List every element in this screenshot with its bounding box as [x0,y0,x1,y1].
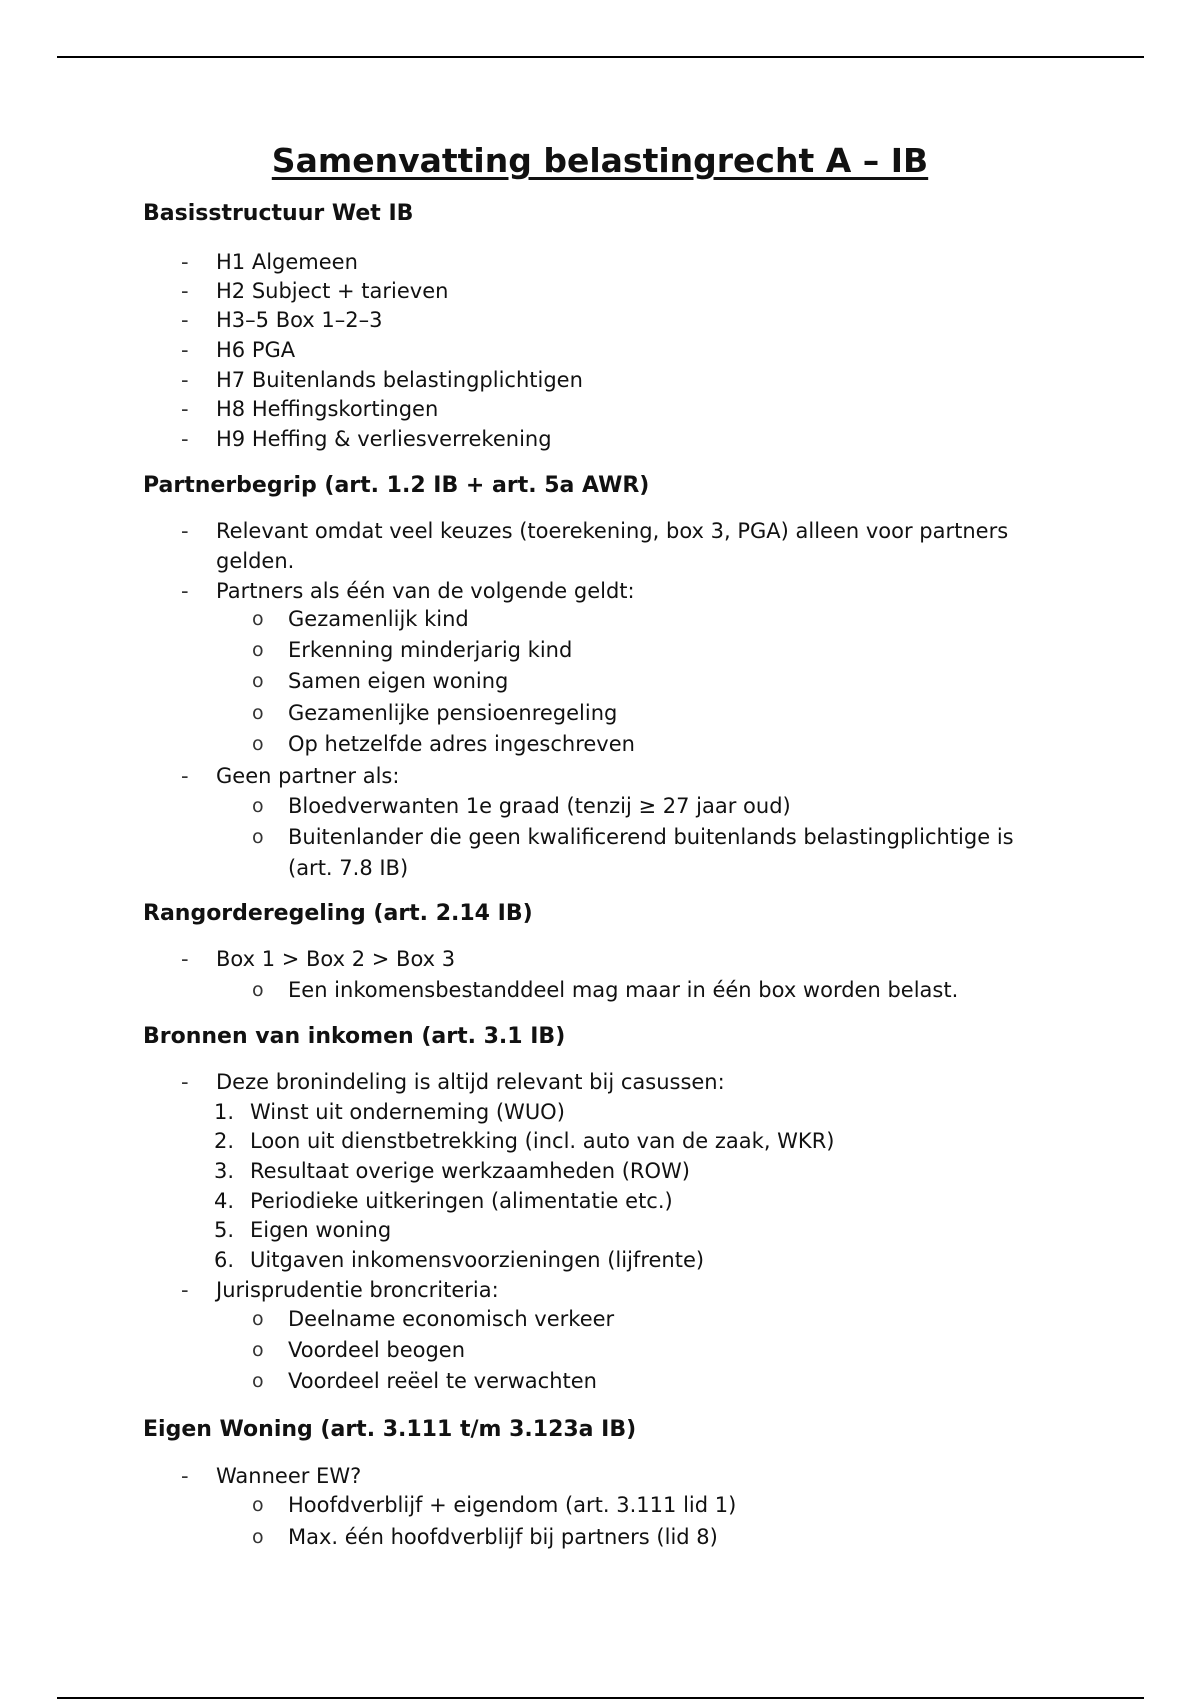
sub-list-item: Gezamenlijk kind [288,607,469,631]
circle-bullet: o [252,702,264,724]
circle-bullet: o [252,1308,264,1330]
numbered-item: Periodieke uitkeringen (alimentatie etc.) [250,1189,673,1213]
list-item: H8 Heffingskortingen [216,397,439,421]
list-item: H1 Algemeen [216,250,358,274]
list-item: H3–5 Box 1–2–3 [216,308,383,332]
dash-bullet: - [181,947,189,971]
sub-list-item: Gezamenlijke pensioenregeling [288,701,618,725]
numbered-item: Loon uit dienstbetrekking (incl. auto van de zaak, WKR) [250,1129,835,1153]
circle-bullet: o [252,795,264,817]
list-item: Relevant omdat veel keuzes (toerekening, box 3, PGA) alleen voor partners [216,519,1009,543]
dash-bullet: - [181,250,189,274]
sub-list-item: Buitenlander die geen kwalificerend buitenlands belastingplichtige is [288,825,1014,849]
sub-list-item: Voordeel beogen [288,1338,466,1362]
dash-bullet: - [181,519,189,543]
list-item: Partners als één van de volgende geldt: [216,579,635,603]
list-item: H7 Buitenlands belastingplichtigen [216,368,583,392]
numbered-item: Eigen woning [250,1218,392,1242]
sub-list-item: Erkenning minderjarig kind [288,638,573,662]
dash-bullet: - [181,308,189,332]
section-heading-rangorde: Rangorderegeling (art. 2.14 IB) [143,901,533,926]
sub-list-item: Deelname economisch verkeer [288,1307,615,1331]
sub-list-item: Samen eigen woning [288,669,509,693]
sub-list-item: Max. één hoofdverblijf bij partners (lid 8) [288,1525,718,1549]
section-heading-partner: Partnerbegrip (art. 1.2 IB + art. 5a AWR) [143,473,650,498]
sub-list-item-continuation: (art. 7.8 IB) [288,856,409,880]
list-item: Geen partner als: [216,764,400,788]
dash-bullet: - [181,579,189,603]
list-item-continuation: gelden. [216,549,295,573]
circle-bullet: o [252,1494,264,1516]
list-item: H2 Subject + tarieven [216,279,449,303]
dash-bullet: - [181,427,189,451]
list-number: 2. [214,1129,235,1153]
sub-list-item: Een inkomensbestanddeel mag maar in één box worden belast. [288,978,959,1002]
list-item: H6 PGA [216,338,296,362]
circle-bullet: o [252,608,264,630]
circle-bullet: o [252,826,264,848]
circle-bullet: o [252,1526,264,1548]
circle-bullet: o [252,639,264,661]
section-heading-basis: Basisstructuur Wet IB [143,201,414,226]
circle-bullet: o [252,1339,264,1361]
list-number: 6. [214,1248,235,1272]
circle-bullet: o [252,979,264,1001]
circle-bullet: o [252,1370,264,1392]
bottom-rule [57,1697,1144,1699]
sub-list-item: Hoofdverblijf + eigendom (art. 3.111 lid 1) [288,1493,737,1517]
dash-bullet: - [181,368,189,392]
list-number: 1. [214,1100,235,1124]
circle-bullet: o [252,733,264,755]
dash-bullet: - [181,764,189,788]
list-item: H9 Heffing & verliesverrekening [216,427,552,451]
list-item: Box 1 > Box 2 > Box 3 [216,947,456,971]
numbered-item: Resultaat overige werkzaamheden (ROW) [250,1159,690,1183]
dash-bullet: - [181,279,189,303]
dash-bullet: - [181,338,189,362]
list-number: 4. [214,1189,235,1213]
sub-list-item: Op hetzelfde adres ingeschreven [288,732,635,756]
list-item: Deze bronindeling is altijd relevant bij casussen: [216,1070,725,1094]
numbered-item: Uitgaven inkomensvoorzieningen (lijfrente) [250,1248,705,1272]
section-heading-bronnen: Bronnen van inkomen (art. 3.1 IB) [143,1024,566,1049]
top-rule [57,56,1144,58]
list-item: Jurisprudentie broncriteria: [216,1278,499,1302]
section-heading-eigen-woning: Eigen Woning (art. 3.111 t/m 3.123a IB) [143,1417,637,1442]
dash-bullet: - [181,1464,189,1488]
numbered-item: Winst uit onderneming (WUO) [250,1100,565,1124]
page-title: Samenvatting belastingrecht A – IB [271,141,929,180]
list-item: Wanneer EW? [216,1464,362,1488]
dash-bullet: - [181,1278,189,1302]
dash-bullet: - [181,397,189,421]
circle-bullet: o [252,670,264,692]
sub-list-item: Bloedverwanten 1e graad (tenzij ≥ 27 jaar oud) [288,794,791,818]
list-number: 3. [214,1159,235,1183]
sub-list-item: Voordeel reëel te verwachten [288,1369,597,1393]
list-number: 5. [214,1218,235,1242]
dash-bullet: - [181,1070,189,1094]
